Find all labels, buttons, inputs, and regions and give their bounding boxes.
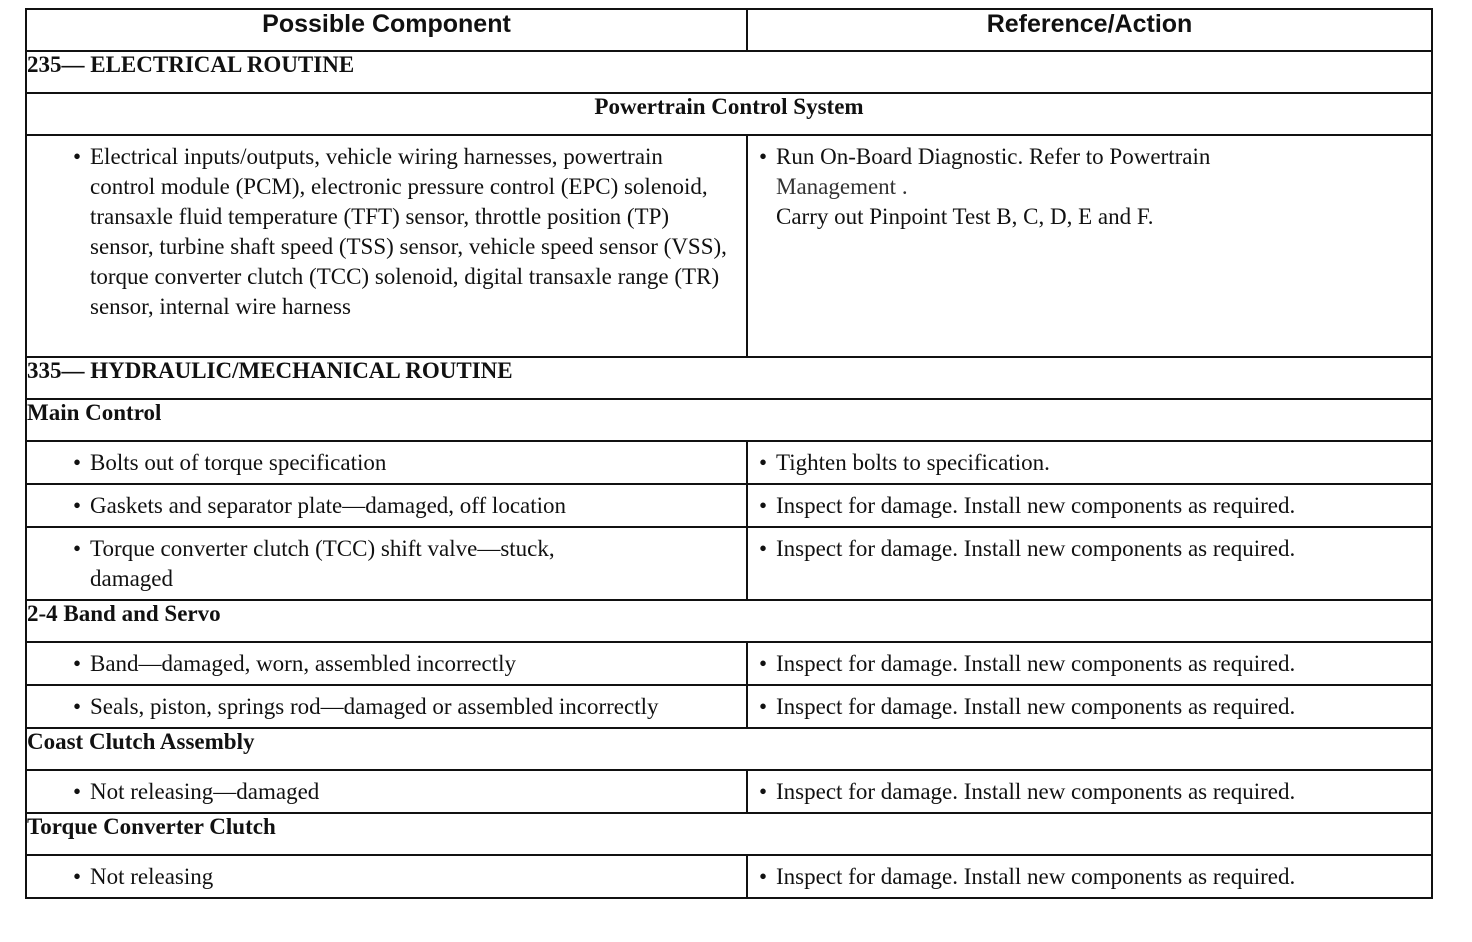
bullet-icon: • bbox=[73, 450, 82, 475]
component-cell bbox=[26, 770, 747, 813]
header-possible-component: Possible Component bbox=[26, 9, 747, 51]
component-cell bbox=[26, 855, 747, 898]
action-reference-link: Management . bbox=[776, 174, 908, 199]
component-cell bbox=[26, 685, 747, 728]
component-text: Not releasing bbox=[90, 864, 214, 889]
subsection-row bbox=[26, 813, 1432, 855]
subsection-powertrain-control: Powertrain Control System bbox=[26, 93, 1432, 135]
bullet-icon: • bbox=[759, 864, 768, 889]
section-hydraulic-mechanical-routine: 335— HYDRAULIC/MECHANICAL ROUTINE bbox=[26, 357, 1432, 399]
action-cell bbox=[747, 135, 1432, 357]
action-cell bbox=[747, 770, 1432, 813]
subsection-coast-clutch: Coast Clutch Assembly bbox=[26, 728, 1432, 770]
bullet-icon: • bbox=[73, 694, 82, 719]
action-text: Carry out Pinpoint Test B, C, D, E and F. bbox=[776, 204, 1154, 229]
bullet-icon: • bbox=[759, 779, 768, 804]
table-row bbox=[26, 527, 1432, 600]
action-text: Inspect for damage. Install new components as required. bbox=[776, 864, 1296, 889]
action-cell bbox=[747, 642, 1432, 685]
component-text: Not releasing—damaged bbox=[90, 779, 320, 804]
table-row bbox=[26, 484, 1432, 527]
action-cell bbox=[747, 484, 1432, 527]
subsection-row bbox=[26, 93, 1432, 135]
bullet-icon: • bbox=[759, 536, 768, 561]
action-cell bbox=[747, 685, 1432, 728]
component-cell bbox=[26, 527, 747, 600]
subsection-main-control: Main Control bbox=[26, 399, 1432, 441]
bullet-icon: • bbox=[73, 864, 82, 889]
bullet-icon: • bbox=[759, 651, 768, 676]
table-row bbox=[26, 135, 1432, 357]
bullet-icon: • bbox=[759, 694, 768, 719]
action-text: Tighten bolts to specification. bbox=[776, 450, 1050, 475]
action-cell bbox=[747, 527, 1432, 600]
action-text: Inspect for damage. Install new components as required. bbox=[776, 536, 1296, 561]
subsection-torque-converter-clutch: Torque Converter Clutch bbox=[26, 813, 1432, 855]
section-electrical-routine: 235— ELECTRICAL ROUTINE bbox=[26, 51, 1432, 93]
component-text: Seals, piston, springs rod—damaged or assembled incorrectly bbox=[90, 694, 659, 719]
bullet-icon: • bbox=[73, 536, 82, 561]
subsection-row bbox=[26, 399, 1432, 441]
component-cell bbox=[26, 135, 747, 357]
bullet-icon: • bbox=[759, 144, 768, 169]
subsection-row bbox=[26, 728, 1432, 770]
subsection-row bbox=[26, 600, 1432, 642]
table-row bbox=[26, 770, 1432, 813]
table-row bbox=[26, 685, 1432, 728]
section-row bbox=[26, 357, 1432, 399]
action-text: Inspect for damage. Install new components as required. bbox=[776, 779, 1296, 804]
component-text: Band—damaged, worn, assembled incorrectly bbox=[90, 651, 517, 676]
bullet-icon: • bbox=[759, 493, 768, 518]
bullet-icon: • bbox=[759, 450, 768, 475]
header-row bbox=[26, 9, 1432, 51]
component-text: Torque converter clutch (TCC) shift valve—stuck, damaged bbox=[90, 536, 555, 591]
bullet-icon: • bbox=[73, 144, 82, 169]
diagnosis-table bbox=[25, 8, 1433, 899]
component-cell bbox=[26, 642, 747, 685]
table-row bbox=[26, 855, 1432, 898]
subsection-band-servo: 2-4 Band and Servo bbox=[26, 600, 1432, 642]
action-text: Inspect for damage. Install new components as required. bbox=[776, 493, 1296, 518]
section-row bbox=[26, 51, 1432, 93]
action-text: Inspect for damage. Install new components as required. bbox=[776, 694, 1296, 719]
table-row bbox=[26, 642, 1432, 685]
component-text: Electrical inputs/outputs, vehicle wiring harnesses, powertrain control module (PCM), electronic pressure control (EPC) solenoid, transaxle fluid temperature (TFT) sensor, throttle position (TP) sensor, turbine shaft speed (TSS) sensor, vehicle speed sensor (VSS), torque converter clutch (TCC) solenoid, digital transaxle range (TR) sensor, internal wire harness bbox=[90, 144, 727, 319]
action-cell bbox=[747, 855, 1432, 898]
table-row bbox=[26, 441, 1432, 484]
bullet-icon: • bbox=[73, 779, 82, 804]
action-text: Inspect for damage. Install new components as required. bbox=[776, 651, 1296, 676]
component-text: Gaskets and separator plate—damaged, off location bbox=[90, 493, 567, 518]
component-cell bbox=[26, 484, 747, 527]
action-cell bbox=[747, 441, 1432, 484]
component-cell bbox=[26, 441, 747, 484]
header-reference-action: Reference/Action bbox=[747, 9, 1432, 51]
action-text: Run On-Board Diagnostic. Refer to Powertrain bbox=[776, 144, 1211, 169]
bullet-icon: • bbox=[73, 651, 82, 676]
component-text: Bolts out of torque specification bbox=[90, 450, 387, 475]
bullet-icon: • bbox=[73, 493, 82, 518]
